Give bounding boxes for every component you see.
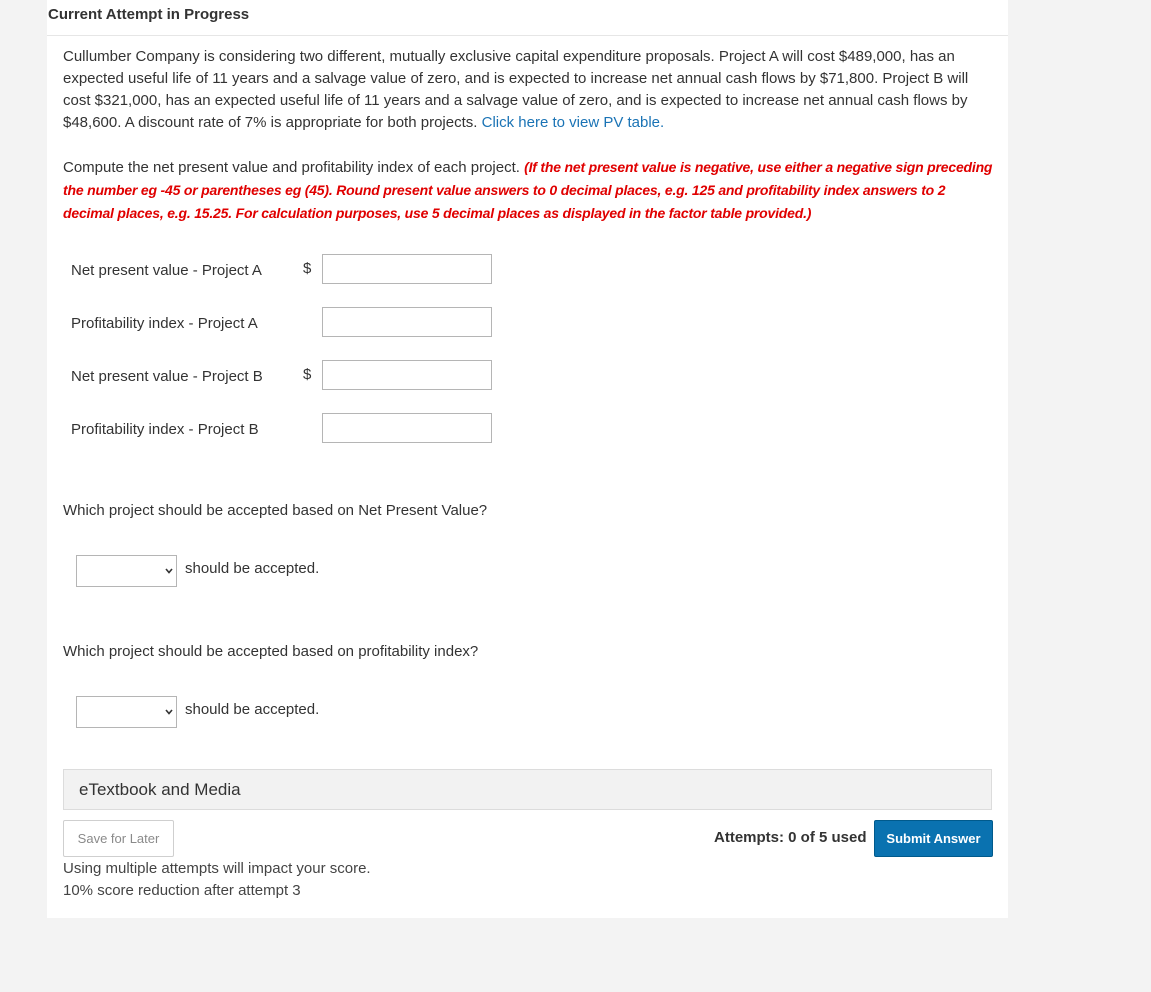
etextbook-media-label: eTextbook and Media bbox=[79, 780, 241, 799]
npv-accept-suffix: should be accepted. bbox=[185, 560, 320, 577]
npv-a-dollar-sign: $ bbox=[303, 260, 312, 277]
npv-b-dollar-sign: $ bbox=[303, 366, 312, 383]
question-body: Cullumber Company is considering two different, mutually exclusive capital expenditure proposals. Project A will cost $489,000, has an expected useful life of 11 years and a salvage value of zero, and is expected to increase net annual cash flows by $71,800. Project B will cost $321,000, has an expected useful life of 11 years and a salvage value of zero, and is expected to increase net annual cash flows by $48,600. A discount rate of 7% is appropriate for both projects. bbox=[63, 48, 969, 131]
chevron-down-icon bbox=[165, 709, 173, 715]
chevron-down-icon bbox=[165, 568, 173, 574]
npv-project-select[interactable] bbox=[76, 555, 177, 587]
npv-b-input[interactable] bbox=[322, 360, 492, 390]
pi-project-select[interactable] bbox=[76, 696, 177, 728]
header-divider bbox=[47, 35, 1008, 36]
pi-a-input[interactable] bbox=[322, 307, 492, 337]
pi-accept-suffix: should be accepted. bbox=[185, 701, 320, 718]
npv-a-label: Net present value - Project A bbox=[71, 262, 262, 279]
attempts-note: Using multiple attempts will impact your score. bbox=[63, 860, 371, 877]
question-panel bbox=[47, 0, 1008, 918]
instructions-rounding-note: (If the net present value is negative, use either a negative sign preceding the number eg -45 or parentheses eg (45). Round present value answers to 0 decimal places, e.g. 125 and profitability index answers to 2 decimal places, e.g. 15.25. For calculation purposes, use 5 decimal places as displayed in the factor table provided.) bbox=[63, 159, 993, 221]
pi-b-input[interactable] bbox=[322, 413, 492, 443]
npv-b-label: Net present value - Project B bbox=[71, 368, 263, 385]
pi-question-prompt: Which project should be accepted based on profitability index? bbox=[63, 643, 479, 660]
save-for-later-button[interactable]: Save for Later bbox=[63, 820, 174, 857]
pi-a-label: Profitability index - Project A bbox=[71, 315, 258, 332]
instructions bbox=[63, 156, 999, 225]
submit-answer-button[interactable]: Submit Answer bbox=[874, 820, 993, 857]
page-title: Current Attempt in Progress bbox=[48, 6, 250, 23]
instructions-lead: Compute the net present value and profitability index of each project. bbox=[63, 159, 520, 176]
npv-question-prompt: Which project should be accepted based on Net Present Value? bbox=[63, 502, 488, 519]
pv-table-link[interactable]: Click here to view PV table. bbox=[481, 114, 665, 131]
attempts-counter: Attempts: 0 of 5 used bbox=[714, 829, 867, 846]
npv-a-input[interactable] bbox=[322, 254, 492, 284]
question-text bbox=[63, 46, 999, 134]
score-reduction-note: 10% score reduction after attempt 3 bbox=[63, 882, 301, 899]
pi-b-label: Profitability index - Project B bbox=[71, 421, 259, 438]
etextbook-media-bar[interactable] bbox=[63, 769, 992, 810]
